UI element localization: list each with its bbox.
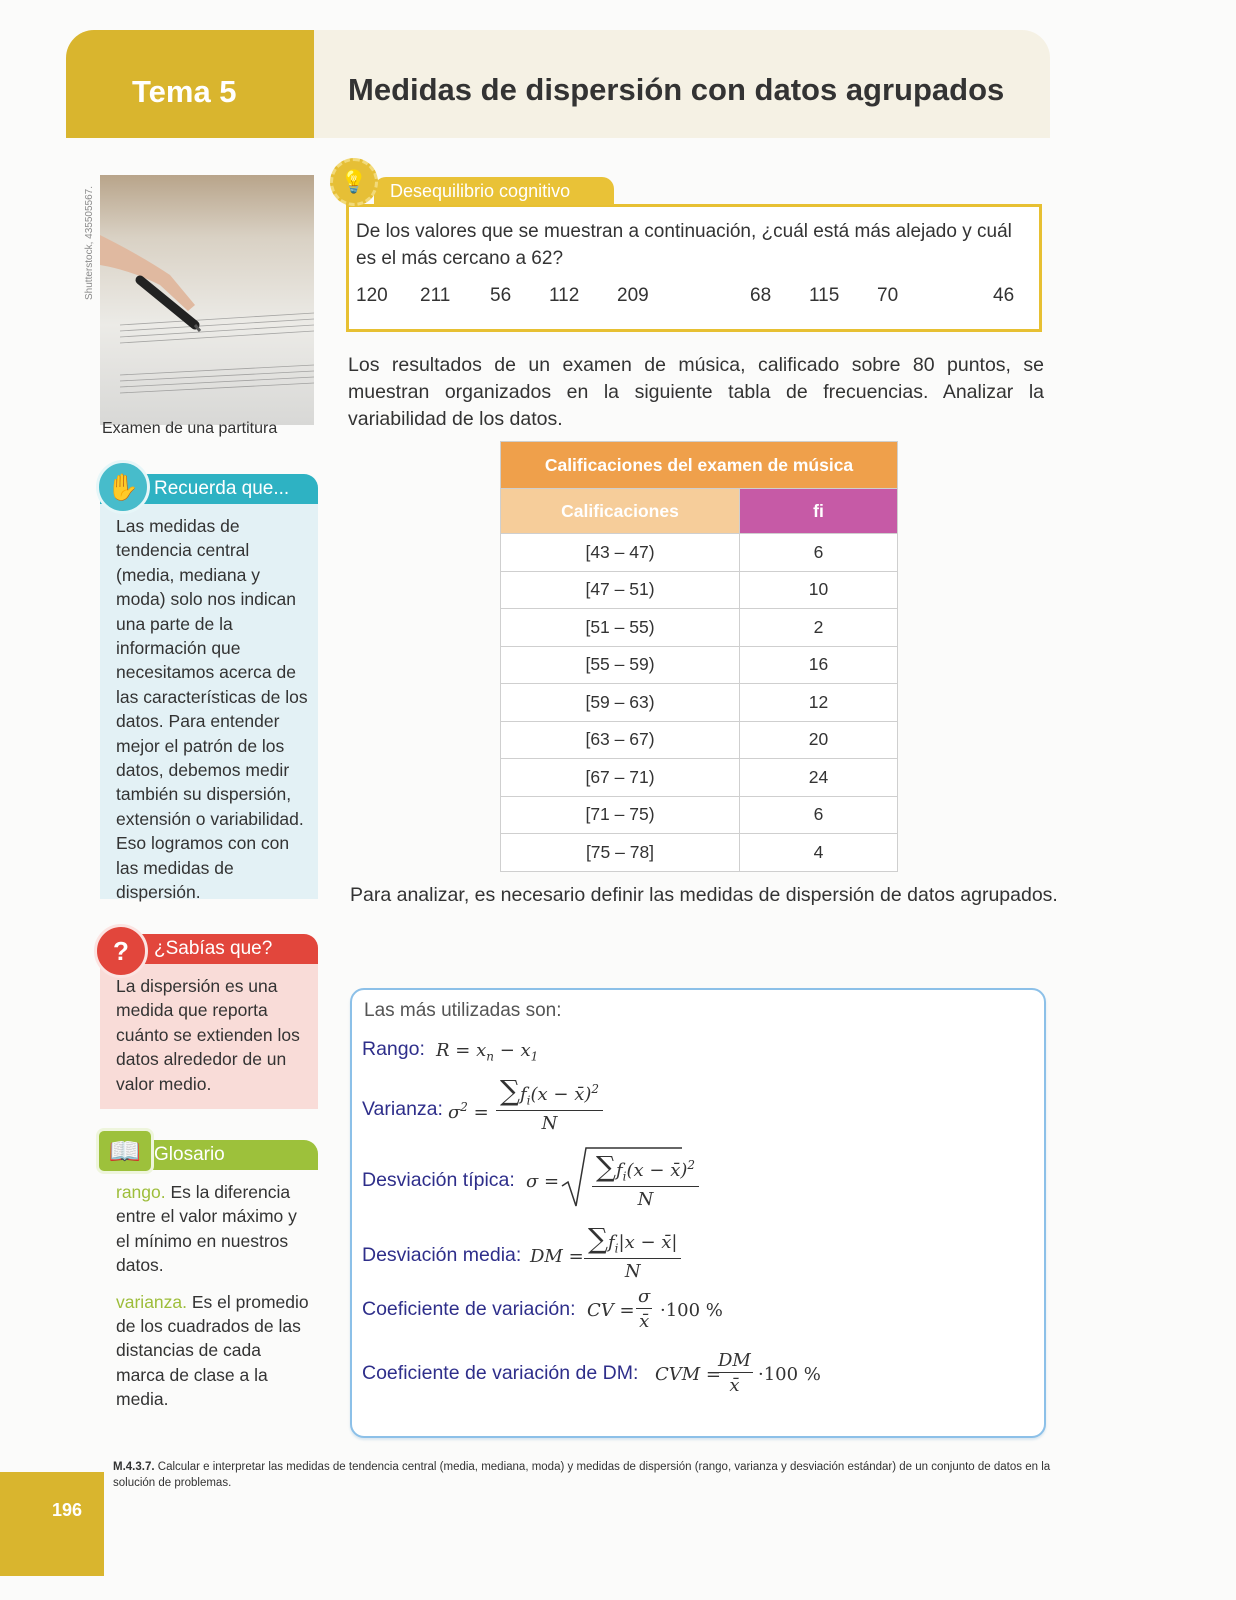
table-row <box>501 646 898 684</box>
lightbulb-icon: 💡 <box>330 158 378 206</box>
glosario-term: varianza. <box>116 1291 188 1312</box>
table-row <box>501 721 898 759</box>
frequency-cell: 12 <box>740 684 898 722</box>
photo-credit: Shutterstock, 435505567. <box>84 186 95 300</box>
page-title: Medidas de dispersión con datos agrupados <box>348 72 1005 107</box>
objective-text: Calcular e interpretar las medidas de tendencia central (media, mediana, moda) y medidas de dispersión (rango, varianza y desviación estándar) de un conjunto de datos en la solución de problemas. <box>113 1461 1051 1489</box>
value-item: 68 <box>750 285 772 306</box>
table-row <box>501 571 898 609</box>
frequency-cell: 10 <box>740 571 898 609</box>
coef-var-dm-fraction: $\frac{DM}{x̄}$ <box>718 1350 751 1396</box>
formula-intro: Las más utilizadas son: <box>364 1000 562 1021</box>
page-number: 196 <box>52 1500 83 1520</box>
value-item: 112 <box>549 285 580 306</box>
table-row <box>501 834 898 872</box>
class-interval-cell: [51 – 55) <box>501 609 740 647</box>
recuerda-header: Recuerda que... <box>100 474 318 504</box>
sabias-header: ¿Sabías que? <box>100 934 318 964</box>
desequilibrio-header: Desequilibrio cognitivo <box>374 177 614 205</box>
class-interval-cell: [59 – 63) <box>501 684 740 722</box>
table-row <box>501 759 898 797</box>
desviacion-media-symbol: DM = <box>530 1246 584 1267</box>
varianza-fraction: $\frac{\sum f_i(x - x̄)^2}{N}$ <box>496 1074 603 1134</box>
coef-var-percent: ·100 % <box>660 1300 723 1321</box>
music-sheet-photo <box>100 175 314 425</box>
table-row <box>501 609 898 647</box>
sabias-text: La dispersión es una medida que reporta cuánto se extienden los datos alrededor de un valor medio. <box>116 976 300 1094</box>
desviacion-tipica-symbol: σ = <box>526 1171 560 1192</box>
question-mark-icon: ? <box>94 924 148 978</box>
frequency-cell: 4 <box>740 834 898 872</box>
frequency-cell: 2 <box>740 609 898 647</box>
table-row <box>501 684 898 722</box>
glosario-entry <box>116 1180 312 1278</box>
frequency-cell: 6 <box>740 534 898 572</box>
book-icon: 📖 <box>96 1128 154 1174</box>
desviacion-tipica-label: Desviación típica: <box>362 1169 515 1191</box>
curriculum-objective <box>113 1459 1063 1491</box>
value-item: 211 <box>420 285 451 306</box>
class-interval-cell: [43 – 47) <box>501 534 740 572</box>
frequency-cell: 6 <box>740 796 898 834</box>
varianza-symbol: $\sigma^2$ = <box>448 1100 489 1123</box>
value-item: 70 <box>877 285 899 306</box>
column-header: Calificaciones <box>501 489 740 534</box>
column-header: fi <box>740 489 898 534</box>
desequilibrio-question: De los valores que se muestran a continuación, ¿cuál está más alejado y cuál es el más cercano a 62? <box>356 221 1012 269</box>
desviacion-media-label: Desviación media: <box>362 1244 522 1266</box>
glosario-entry <box>116 1290 312 1412</box>
table-row <box>501 534 898 572</box>
coef-var-dm-symbol: CVM = <box>655 1364 722 1385</box>
coef-var-dm-percent: ·100 % <box>758 1364 821 1385</box>
value-item: 120 <box>356 285 388 306</box>
frequency-cell: 24 <box>740 759 898 797</box>
glosario-header: Glosario <box>100 1140 318 1170</box>
tema-tab <box>66 30 314 138</box>
class-interval-cell: [67 – 71) <box>501 759 740 797</box>
intro-paragraph: Los resultados de un examen de música, calificado sobre 80 puntos, se muestran organizados en la siguiente tabla de frecuencias. Analizar la variabilidad de los datos. <box>348 354 1044 430</box>
glosario-definition: Es el promedio de los cuadrados de las distancias de cada marca de clase a la media. <box>116 1291 309 1410</box>
value-item: 209 <box>617 285 649 306</box>
desviacion-media-fraction: $\frac{\sum f_i|x - x̄|}{N}$ <box>584 1222 681 1282</box>
recuerda-text: Las medidas de tendencia central (media, mediana y moda) solo nos indican una parte de la información que necesitamos acerca de las características de los datos. Para entender mejor el patrón de los datos, debemos medir también su dispersión, extensión o variabilidad. Eso logramos con con las medidas de dispersión. <box>116 516 308 903</box>
analyze-paragraph: Para analizar, es necesario definir las medidas de dispersión de datos agrupados. <box>350 884 1058 906</box>
class-interval-cell: [75 – 78] <box>501 834 740 872</box>
value-item: 46 <box>993 285 1015 306</box>
glosario-definition: Es la diferencia entre el valor máximo y el mínimo en nuestros datos. <box>116 1182 297 1276</box>
frequency-cell: 20 <box>740 721 898 759</box>
rango-formula: $R = x_n - x_1$ <box>436 1040 539 1064</box>
frequency-cell: 16 <box>740 646 898 684</box>
class-interval-cell: [55 – 59) <box>501 646 740 684</box>
coef-var-symbol: CV = <box>587 1300 635 1321</box>
table-row <box>501 796 898 834</box>
value-item: 56 <box>490 285 512 306</box>
class-interval-cell: [47 – 51) <box>501 571 740 609</box>
varianza-label: Varianza: <box>362 1098 443 1120</box>
class-interval-cell: [71 – 75) <box>501 796 740 834</box>
hand-icon: ✋ <box>96 460 150 514</box>
value-item: 115 <box>809 285 840 306</box>
coef-var-dm-label: Coeficiente de variación de DM: <box>362 1362 639 1384</box>
objective-code: M.4.3.7. <box>113 1461 155 1473</box>
table-title: Calificaciones del examen de música <box>501 442 898 489</box>
glosario-term: rango. <box>116 1182 166 1202</box>
rango-label: Rango: <box>362 1038 425 1060</box>
page-number-tab <box>0 1472 104 1576</box>
class-interval-cell: [63 – 67) <box>501 721 740 759</box>
glosario-list <box>116 1180 312 1412</box>
coef-var-fraction: $\frac{\sigma}{x̄}$ <box>638 1286 651 1332</box>
coef-var-label: Coeficiente de variación: <box>362 1298 576 1320</box>
photo-caption: Examen de una partitura <box>102 420 278 437</box>
frequency-table <box>500 441 898 872</box>
tema-label: Tema 5 <box>132 74 237 109</box>
desviacion-tipica-fraction: $\frac{\sum f_i(x - x̄)^2}{N}$ <box>592 1150 699 1210</box>
